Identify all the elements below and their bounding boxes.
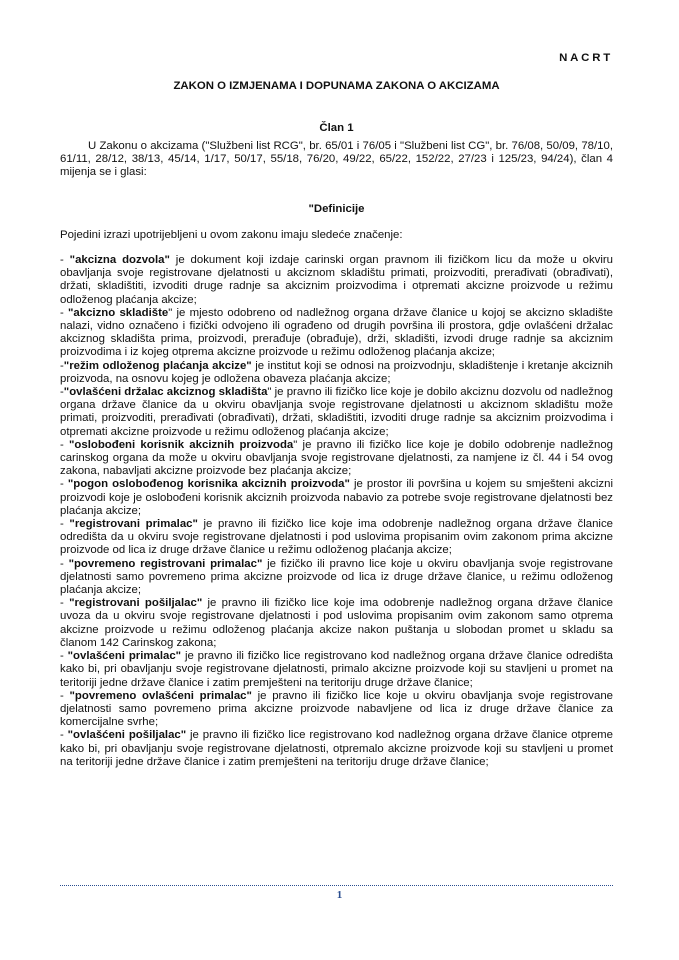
definition-item	[60, 478, 613, 518]
definition-term: "oslobođeni korisnik akciznih proizvoda	[69, 438, 294, 451]
draft-label: NACRT	[559, 52, 613, 64]
item-prefix: -	[60, 729, 68, 742]
definition-term: "akcizno skladište	[68, 306, 169, 319]
item-prefix: -	[60, 478, 68, 491]
item-prefix: -	[60, 438, 70, 451]
item-prefix: -	[60, 359, 64, 372]
intro-paragraph: U Zakonu o akcizama ("Službeni list RCG", br. 65/01 i 76/05 i "Službeni list CG", br. 76/08, 50/09, 78/10, 61/11, 28/12, 38/13, 45/14, 1/17, 50/17, 55/18, 76/20, 49/22, 65/22, 152/22, 27/23 i 125/23, 94/24), član 4 mijenja se i glasi:	[60, 140, 613, 179]
item-prefix: -	[60, 306, 69, 319]
footer-divider	[60, 885, 613, 886]
definition-text: " je pravno ili fizičko lice koje je dobilo odobrenje nadležnog carinskog organa da može u okviru obavljanja svoje registrovane djelatnosti, za namjene iz čl. 44 i 54 ovog zakona, nabavljati akcizne proizvode bez plaćanja akcize;	[60, 438, 613, 478]
item-prefix: -	[60, 557, 69, 570]
definitions-heading: "Definicije	[308, 203, 365, 215]
definition-term: "povremeno registrovani primalac"	[68, 557, 263, 570]
definition-item	[60, 558, 613, 598]
definition-item	[60, 650, 613, 690]
item-prefix: -	[60, 254, 70, 266]
item-prefix: -	[60, 518, 70, 531]
definitions-lead: Pojedini izrazi upotrijebljeni u ovom zakonu imaju sledeće značenje:	[60, 229, 403, 241]
definition-item	[60, 254, 613, 307]
item-prefix: -	[60, 650, 68, 663]
definition-term: "povremeno ovlašćeni primalac"	[69, 689, 252, 702]
definition-term: "ovlašćeni pošiljalac"	[67, 729, 187, 742]
definition-text: je institut koji se odnosi na proizvodnju, skladištenje i kretanje akciznih proizvoda, na osnovu kojeg je odložena obaveza plaćanja akcize;	[60, 359, 613, 385]
definition-text: je pravno ili fizičko lice koje ima odobrenje nadležnog organa države članice uvoza da u okviru svoje registrovane djelatnosti i pod uslovima propisanim ovim zakonom samo otprema akcizne proizvode u režimu odloženog plaćanja akcize nakon puštanja u slobodan promet u skladu sa članom 142 Carinskog zakona;	[60, 597, 613, 649]
definition-term: "registrovani pošiljalac"	[69, 597, 203, 610]
definitions-list	[60, 254, 613, 769]
definition-item	[60, 518, 613, 558]
page-number: 1	[336, 889, 343, 901]
definition-item	[60, 597, 613, 650]
item-prefix: -	[60, 386, 64, 399]
definition-text: " je mjesto odobreno od nadležnog organa države članice u kojoj se akcizno skladište nalazi, vidno označeno i fizički odvojeno ili ograđeno od drugih površina ili prostora, gdje ovlašćeni držalac akciznog skladišta prima, proizvodi, prerađuje (obrađuje), drži, skladišti, izvodi druge radnje sa akciznim proizvodima i iz kojeg otprema akcizne proizvode u režimu odloženog plaćanja akcize;	[60, 306, 613, 359]
definition-text: " je pravno ili fizičko lice koje je dobilo akciznu dozvolu od nadležnog organa države članice da u okviru obavljanja svoje registrovane djelatnosti u akciznom skladištu može primati, proizvoditi, prerađivati (obrađivati), držati, skladištiti, izvoditi druge radnje sa akciznim proizvodima i otpremati akcizne proizvode u režimu odloženog plaćanja akcize;	[60, 386, 613, 438]
definition-text: je pravno ili fizičko lice registrovano kod nadležnog organa države članice odredišta kako bi, pri obavljanju svoje registrovane djelatnosti, primalo akcizne proizvode koji su stavljeni u promet na teritoriji jedne države članice i zatim premješteni na teritoriju druge države članice;	[60, 650, 613, 689]
definition-term: "akcizna dozvola"	[69, 254, 170, 266]
definition-term: "režim odloženog plaćanja akcize"	[63, 359, 252, 372]
article-heading: Član 1	[319, 122, 354, 134]
item-prefix: -	[60, 597, 70, 610]
definition-item	[60, 360, 613, 386]
definition-item	[60, 439, 613, 479]
definition-text: je dokument koji izdaje carinski organ pravnom ili fizičkom licu da može u okviru obavljanja svoje registrovane djelatnosti u akciznom skladištu primati, proizvoditi, prerađivati (obrađivati), držati, skladištiti, izvoditi druge radnje sa akciznim proizvodima i otpremati akcizne proizvode u režimu odloženog plaćanja akcize;	[60, 254, 614, 306]
definition-term: "pogon oslobođenog korisnika akciznih proizvoda"	[67, 478, 350, 491]
definition-text: je pravno ili fizičko lice koje ima odobrenje nadležnog organa države članice odredišta da u okviru svoje registrovane djelatnosti i pod uslovima propisanim ovim zakonom prima akcizne proizvode od lica iz druge države članice u režimu odloženog plaćanja akcize;	[60, 518, 613, 557]
definition-item	[60, 386, 613, 439]
definition-item	[60, 690, 613, 730]
definition-term: "registrovani primalac"	[69, 518, 198, 531]
definition-text: je prostor ili površina u kojem su smješteni akcizni proizvodi koje je oslobođeni korisnik akciznih proizvoda nabavio za potrebe svoje registrovane djelatnosti bez plaćanja akcize;	[60, 478, 613, 517]
definition-item	[60, 307, 613, 360]
definition-item	[60, 729, 613, 769]
definition-text: je fizičko ili pravno lice koje u okviru obavljanja svoje registrovane djelatnosti samo povremeno prima akcizne proizvode od lica iz druge države članice, u režimu odloženog plaćanja akcize;	[60, 557, 613, 597]
item-prefix: -	[60, 689, 70, 702]
definition-term: "ovlašćeni primalac"	[67, 650, 182, 663]
definition-text: je pravno ili fizičko lice koje u okviru obavljanja svoje registrovane djelatnosti samo povremeno prima akcizne proizvode nabavljene od lica iz druge države članice za komercijalne svrhe;	[60, 689, 613, 729]
definition-term: "ovlašćeni držalac akciznog skladišta	[63, 386, 268, 399]
definition-text: je pravno ili fizičko lice registrovano kod nadležnog organa države članice otpreme kako bi, pri obavljanju svoje registrovane djelatnosti, otpremalo akcizne proizvode koji su stavljeni u promet na teritoriji jedne države članice i zatim premješteni na teritoriju druge države članice;	[60, 729, 613, 768]
law-title: ZAKON O IZMJENAMA I DOPUNAMA ZAKONA O AKCIZAMA	[173, 80, 500, 92]
